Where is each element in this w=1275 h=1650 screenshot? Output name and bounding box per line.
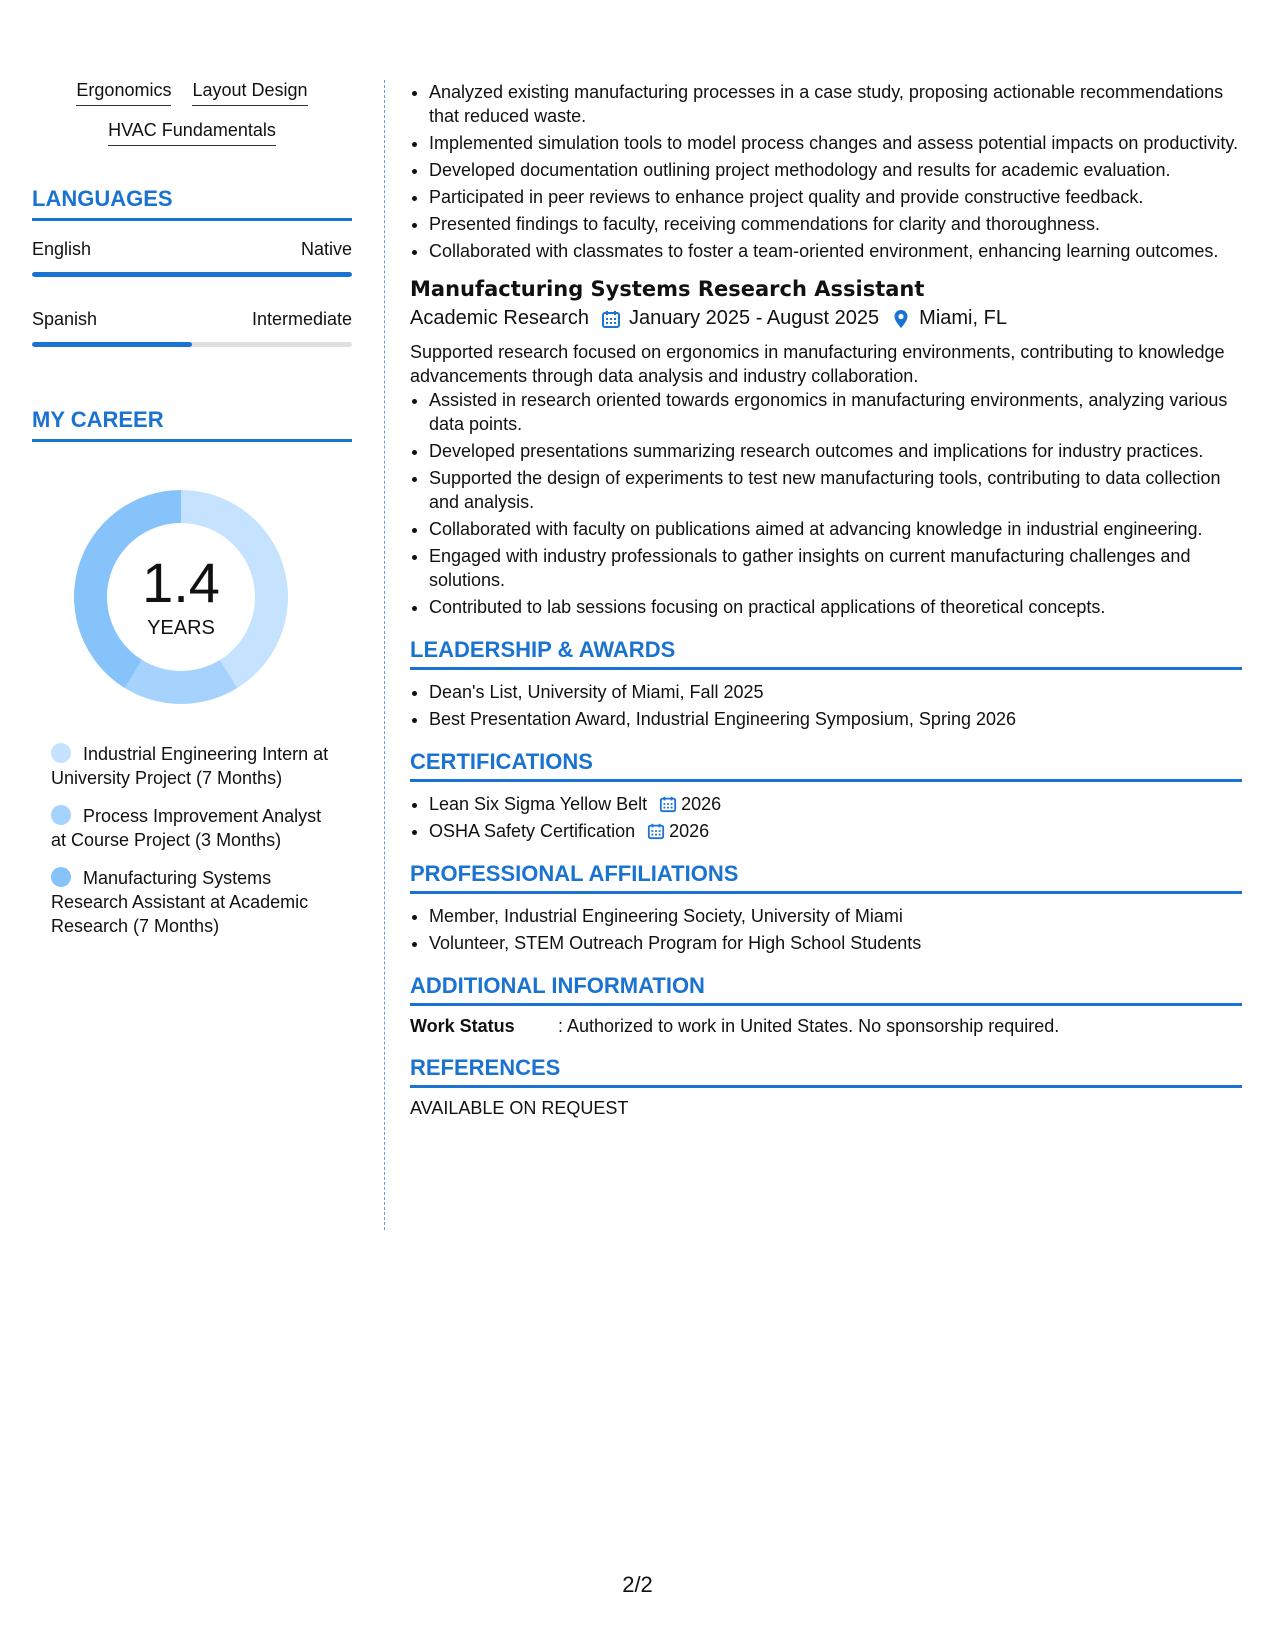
leadership-list <box>410 680 1242 731</box>
list-item: • Volunteer, STEM Outreach Program for High School Students <box>429 931 1242 955</box>
language-bar <box>32 342 352 347</box>
right-column <box>410 80 1242 1119</box>
legend-dot <box>51 805 71 825</box>
career-legend <box>32 742 352 938</box>
job-bullets <box>410 388 1242 619</box>
affiliations-list <box>410 904 1242 955</box>
legend-label: Industrial Engineering Intern at University Project (7 Months) <box>51 744 329 788</box>
list-item: • Participated in peer reviews to enhance project quality and provide constructive feedback. <box>429 185 1242 209</box>
list-item <box>429 819 1242 843</box>
career-legend-item <box>51 742 341 790</box>
info-value: : Authorized to work in United States. No sponsorship required. <box>558 1016 1060 1036</box>
legend-label: Manufacturing Systems Research Assistant at Academic Research (7 Months) <box>51 868 309 936</box>
info-key: Work Status <box>410 1016 515 1036</box>
leadership-heading: LEADERSHIP & AWARDS <box>410 637 1242 670</box>
list-item <box>429 792 1242 816</box>
list-item: • Supported the design of experiments to test new manufacturing tools, contributing to data collection and analysis. <box>429 466 1242 514</box>
career-donut <box>66 482 296 712</box>
cert-year: 2026 <box>681 794 722 814</box>
job-description: Supported research focused on ergonomics in manufacturing environments, contributing to knowledge advancements through data analysis and industry collaboration. <box>410 342 1225 386</box>
calendar-icon <box>659 795 677 813</box>
list-item: • Collaborated with classmates to foster a team-oriented environment, enhancing learning outcomes. <box>429 239 1242 263</box>
job-meta <box>410 307 1242 330</box>
left-column <box>32 80 352 952</box>
list-item: • Developed presentations summarizing research outcomes and implications for industry practices. <box>429 439 1242 463</box>
language-name: Spanish <box>32 309 98 329</box>
cert-year: 2026 <box>669 821 710 841</box>
calendar-icon <box>647 822 665 840</box>
project-bullets <box>410 80 1242 263</box>
language-bar-fill <box>32 342 192 347</box>
career-unit: YEARS <box>147 616 215 639</box>
cert-name: Lean Six Sigma Yellow Belt <box>429 794 648 814</box>
list-item: • Best Presentation Award, Industrial Engineering Symposium, Spring 2026 <box>429 707 1242 731</box>
cert-name: OSHA Safety Certification <box>429 821 636 841</box>
location-pin-icon <box>891 309 911 329</box>
list-item: • Implemented simulation tools to model process changes and assess potential impacts on productivity. <box>429 131 1242 155</box>
list-item: • Presented findings to faculty, receiving commendations for clarity and thoroughness. <box>429 212 1242 236</box>
column-divider <box>384 80 385 1230</box>
language-level: Native <box>300 239 352 259</box>
career-legend-item <box>51 804 341 852</box>
list-item: • Developed documentation outlining project methodology and results for academic evaluation. <box>429 158 1242 182</box>
language-name: English <box>32 239 92 259</box>
language-bar <box>32 272 352 277</box>
info-row <box>410 1016 1242 1037</box>
legend-dot <box>51 743 71 763</box>
career-heading: MY CAREER <box>32 407 352 442</box>
list-item: • Engaged with industry professionals to gather insights on current manufacturing challenges and solutions. <box>429 544 1242 592</box>
skill-tag: Ergonomics <box>76 80 171 106</box>
references-text: AVAILABLE ON REQUEST <box>410 1098 629 1118</box>
certifications-list <box>410 792 1242 843</box>
language-level: Intermediate <box>251 309 352 329</box>
legend-dot <box>51 867 71 887</box>
list-item: • Contributed to lab sessions focusing on practical applications of theoretical concepts. <box>429 595 1242 619</box>
skills-list <box>32 80 352 146</box>
language-bar-fill <box>32 272 352 277</box>
job-location: Miami, FL <box>919 307 1007 329</box>
career-legend-item <box>51 866 341 938</box>
list-item: • Dean's List, University of Miami, Fall 2025 <box>429 680 1242 704</box>
calendar-icon <box>601 309 621 329</box>
skill-tag: Layout Design <box>192 80 307 106</box>
list-item: • Analyzed existing manufacturing processes in a case study, proposing actionable recommendations that reduced waste. <box>429 80 1242 128</box>
languages-heading: LANGUAGES <box>32 186 352 221</box>
additional-info-heading: ADDITIONAL INFORMATION <box>410 973 1242 1006</box>
list-item: • Collaborated with faculty on publications aimed at advancing knowledge in industrial engineering. <box>429 517 1242 541</box>
page-number: 2/2 <box>622 1572 653 1597</box>
list-item: • Assisted in research oriented towards ergonomics in manufacturing environments, analyzing various data points. <box>429 388 1242 436</box>
job-dates: January 2025 - August 2025 <box>628 307 880 329</box>
references-heading: REFERENCES <box>410 1055 1242 1088</box>
affiliations-heading: PROFESSIONAL AFFILIATIONS <box>410 861 1242 894</box>
job-title: Manufacturing Systems Research Assistant <box>410 277 925 301</box>
job-org: Academic Research <box>410 307 589 329</box>
list-item: • Member, Industrial Engineering Society, University of Miami <box>429 904 1242 928</box>
skill-tag: HVAC Fundamentals <box>108 120 276 146</box>
legend-label: Process Improvement Analyst at Course Project (3 Months) <box>51 806 322 850</box>
career-total: 1.4 <box>142 550 220 614</box>
certifications-heading: CERTIFICATIONS <box>410 749 1242 782</box>
language-item <box>32 309 352 347</box>
language-item <box>32 239 352 277</box>
